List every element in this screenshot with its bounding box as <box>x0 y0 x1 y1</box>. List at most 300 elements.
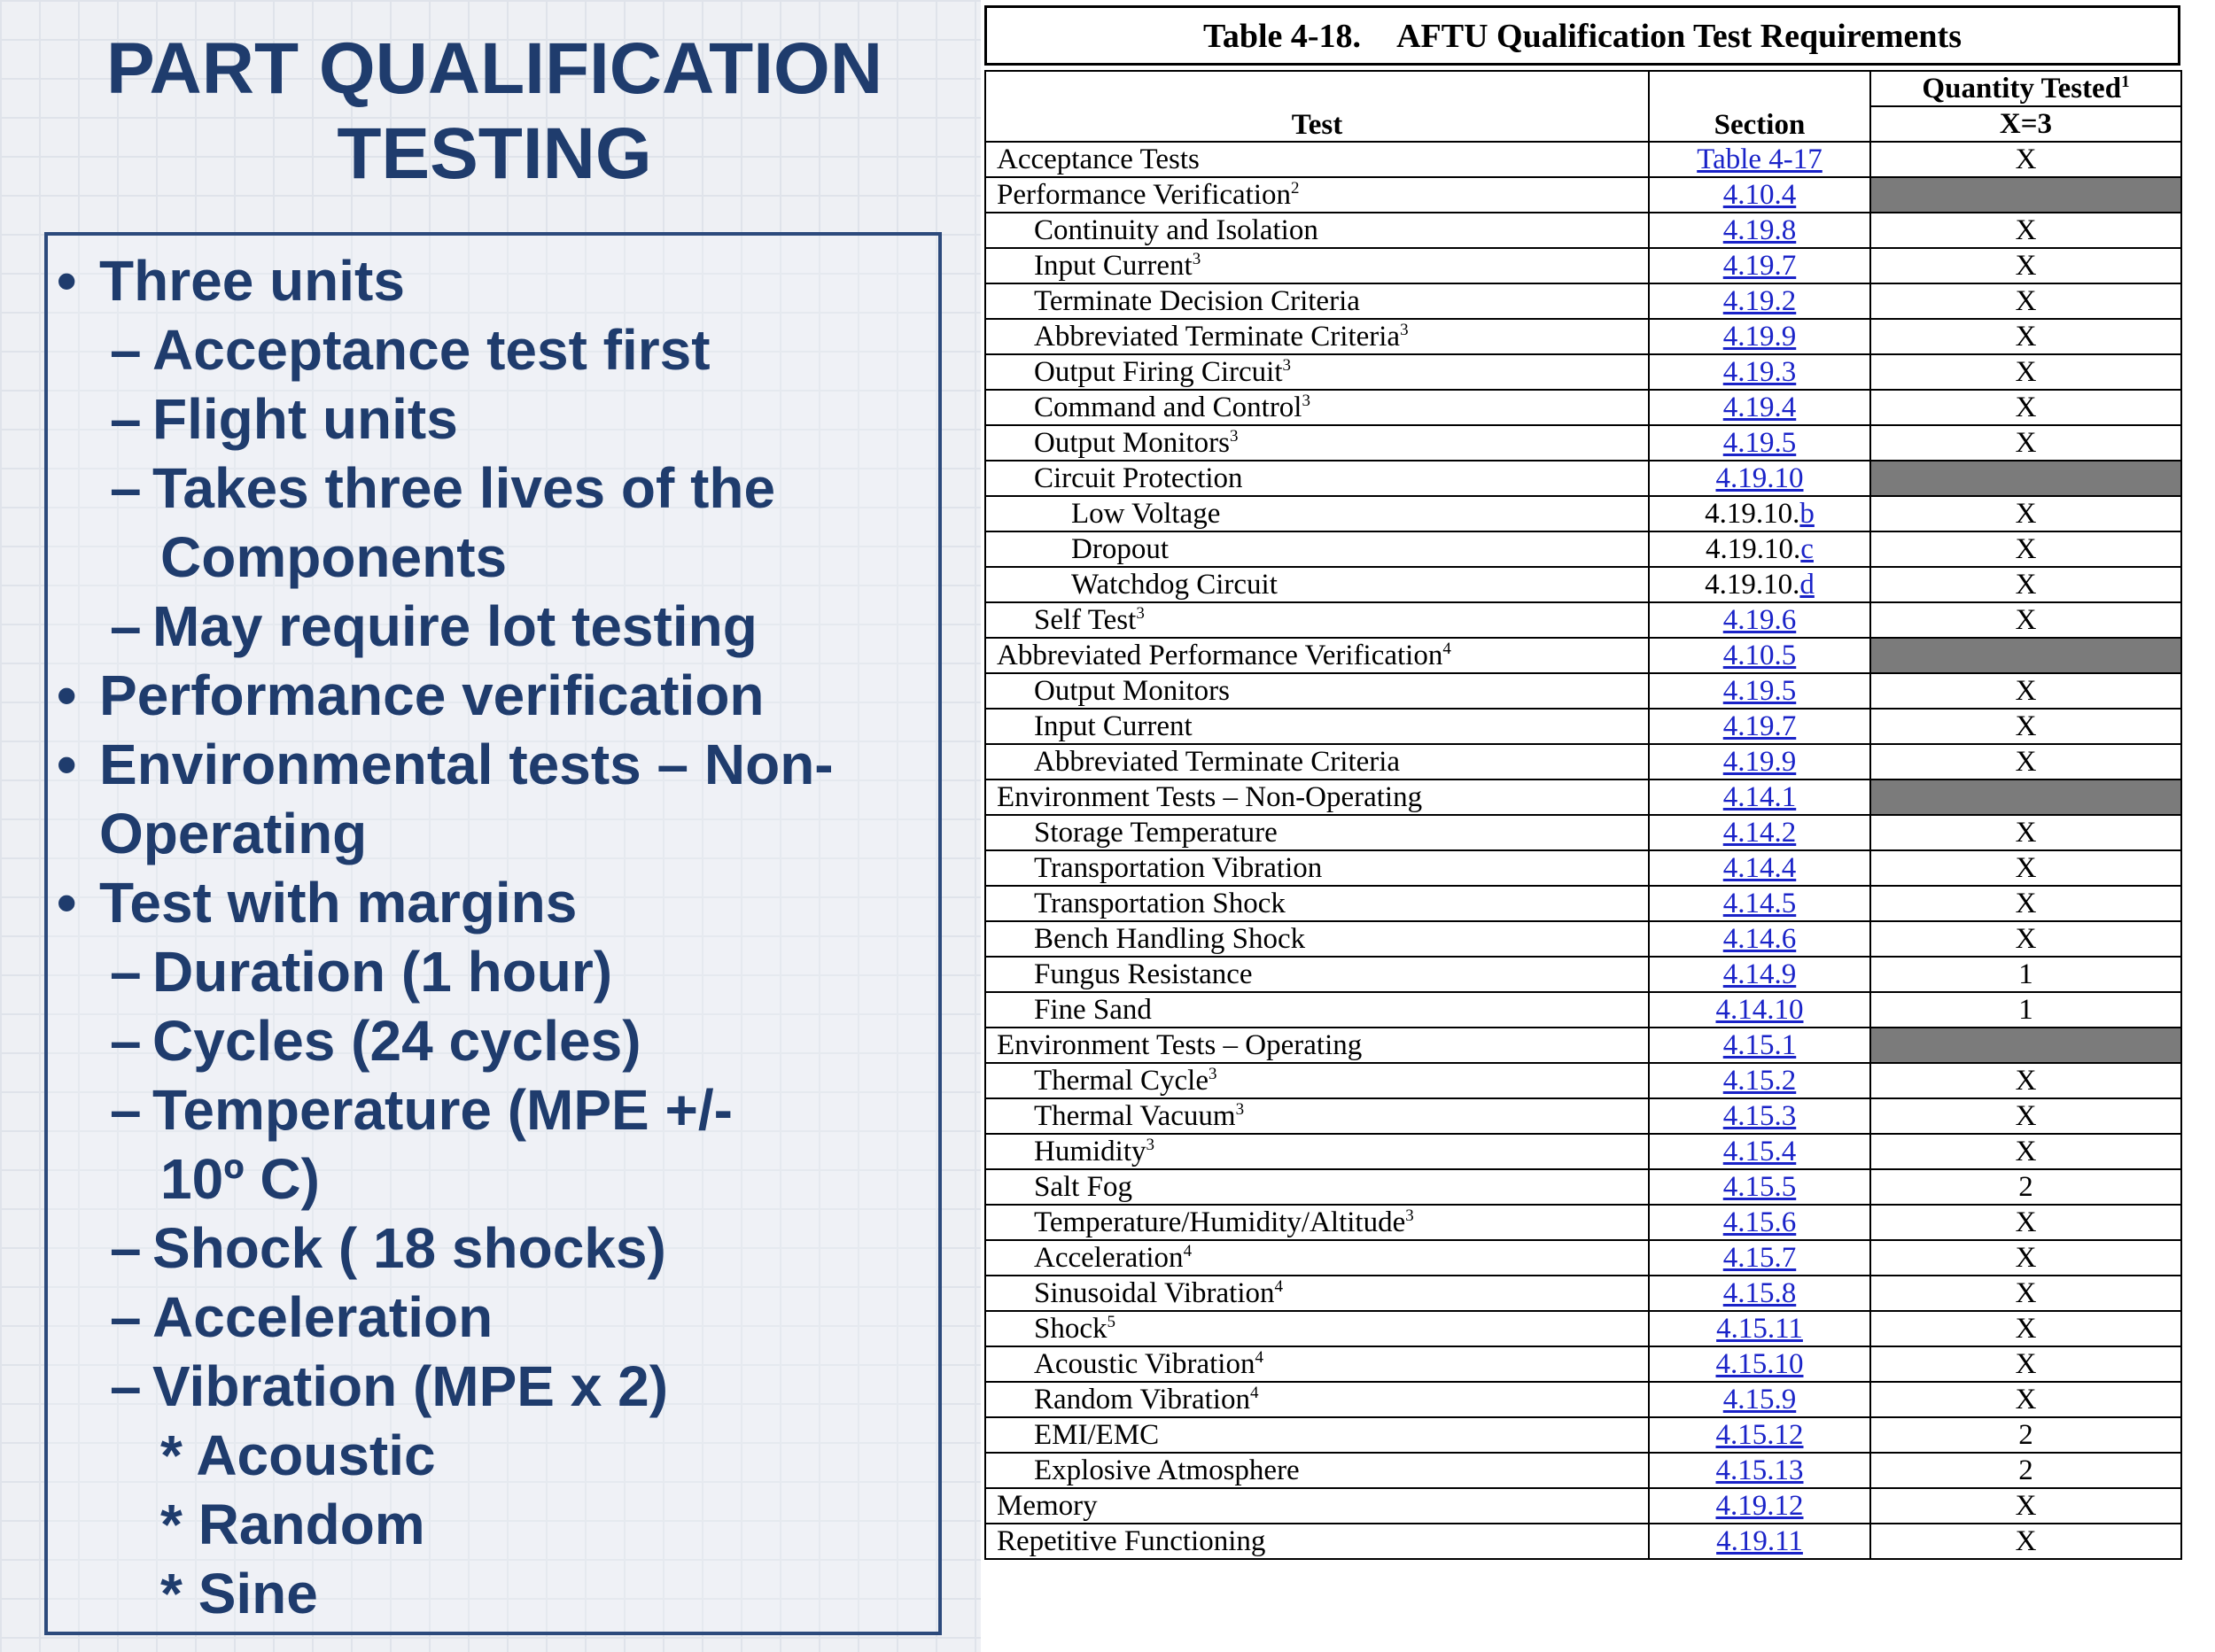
section-cell <box>1649 921 1870 957</box>
section-link[interactable]: 4.15.6 <box>1722 1206 1797 1238</box>
section-cell <box>1649 319 1870 354</box>
section-link[interactable]: c <box>1800 533 1814 565</box>
section-link[interactable]: 4.19.2 <box>1722 285 1797 317</box>
table-row <box>985 567 2181 602</box>
bullet-line <box>57 315 938 384</box>
quantity-cell: X <box>1870 283 2181 319</box>
bullet-text: Vibration (MPE x 2) <box>152 1354 669 1418</box>
quantity-cell: X <box>1870 886 2181 921</box>
section-link[interactable]: 4.19.7 <box>1722 710 1797 742</box>
test-name: Continuity and Isolation <box>1034 214 1318 246</box>
section-link[interactable]: 4.15.8 <box>1722 1277 1797 1309</box>
section-link[interactable]: 4.19.9 <box>1722 746 1797 778</box>
footnote-marker: 3 <box>1400 321 1409 339</box>
table-row <box>985 1098 2181 1134</box>
test-name: Acoustic Vibration <box>1034 1348 1255 1380</box>
bullet-line <box>57 868 938 937</box>
test-cell <box>985 319 1649 354</box>
footnote-marker: 3 <box>1209 1065 1217 1083</box>
section-cell <box>1649 1169 1870 1205</box>
test-name: Memory <box>997 1490 1098 1522</box>
table-row <box>985 921 2181 957</box>
shaded-cell <box>1870 1028 2181 1063</box>
test-cell <box>985 638 1649 673</box>
test-name: Fine Sand <box>1034 994 1152 1026</box>
test-name: Salt Fog <box>1034 1171 1132 1203</box>
bullet-line <box>57 1006 938 1075</box>
section-cell <box>1649 461 1870 496</box>
section-cell <box>1649 1205 1870 1240</box>
table-row <box>985 531 2181 567</box>
table-caption <box>984 5 2180 66</box>
bullet-text: Cycles (24 cycles) <box>152 1009 641 1073</box>
bullet-line <box>57 1352 938 1421</box>
test-name: Abbreviated Terminate Criteria <box>1034 321 1401 353</box>
bullet-dash-icon: – <box>110 1009 142 1073</box>
bullet-text: Acceptance test first <box>152 318 711 382</box>
bullet-dash-icon: – <box>110 1078 142 1142</box>
table-row <box>985 283 2181 319</box>
test-cell <box>985 1346 1649 1382</box>
quantity-cell: X <box>1870 567 2181 602</box>
section-cell <box>1649 1063 1870 1098</box>
section-link[interactable]: b <box>1799 498 1815 530</box>
section-cell <box>1649 1417 1870 1453</box>
quantity-cell: X <box>1870 142 2181 177</box>
quantity-cell: 1 <box>1870 957 2181 992</box>
test-cell <box>985 213 1649 248</box>
bullet-dash-icon: – <box>110 1216 142 1280</box>
quantity-cell: X <box>1870 673 2181 709</box>
quantity-cell: 2 <box>1870 1453 2181 1488</box>
quantity-cell: X <box>1870 390 2181 425</box>
bullet-line <box>57 1075 938 1144</box>
table-row <box>985 496 2181 531</box>
section-prefix: 4.19.10. <box>1705 569 1800 601</box>
test-cell <box>985 496 1649 531</box>
test-cell <box>985 283 1649 319</box>
test-cell <box>985 1524 1649 1559</box>
table-row <box>985 1028 2181 1063</box>
quantity-cell: X <box>1870 815 2181 850</box>
section-cell <box>1649 354 1870 390</box>
table-row <box>985 779 2181 815</box>
bullet-text: * Acoustic <box>160 1423 436 1487</box>
bullet-text: Temperature (MPE +/- <box>152 1078 733 1142</box>
section-cell <box>1649 1311 1870 1346</box>
section-cell <box>1649 496 1870 531</box>
quantity-cell: X <box>1870 709 2181 744</box>
test-name: Acceptance Tests <box>997 143 1200 175</box>
bullet-dash-icon: – <box>110 456 142 520</box>
section-link[interactable]: 4.14.6 <box>1722 923 1797 955</box>
section-prefix: 4.19.10. <box>1705 498 1800 530</box>
table-body <box>985 142 2181 1559</box>
table-caption-number: Table 4-18. <box>1202 18 1362 55</box>
section-link[interactable]: 4.15.5 <box>1722 1171 1797 1203</box>
quantity-cell: 2 <box>1870 1169 2181 1205</box>
slide-title-line-2: TESTING <box>337 113 652 194</box>
section-link[interactable]: 4.15.12 <box>1715 1419 1804 1451</box>
section-link[interactable]: 4.10.4 <box>1722 179 1797 211</box>
footnote-marker: 4 <box>1249 1384 1259 1402</box>
section-cell <box>1649 1453 1870 1488</box>
quantity-cell: X <box>1870 1098 2181 1134</box>
bullet-dash-icon: – <box>110 387 142 451</box>
section-prefix: 4.19.10. <box>1706 533 1801 565</box>
bullet-line <box>57 454 938 523</box>
test-name: Repetitive Functioning <box>997 1525 1266 1557</box>
header-test: Test <box>985 71 1649 142</box>
section-cell <box>1649 957 1870 992</box>
bullet-text: * Sine <box>160 1562 318 1625</box>
table-row <box>985 638 2181 673</box>
test-cell <box>985 709 1649 744</box>
quantity-cell: X <box>1870 1311 2181 1346</box>
test-name: Input Current <box>1034 250 1193 282</box>
test-cell <box>985 957 1649 992</box>
section-link[interactable]: 4.19.4 <box>1722 392 1797 423</box>
test-cell <box>985 1382 1649 1417</box>
test-cell <box>985 177 1649 213</box>
test-cell <box>985 1240 1649 1276</box>
header-x-definition: X=3 <box>1870 106 2181 142</box>
section-link[interactable]: 4.19.3 <box>1722 356 1797 388</box>
section-cell <box>1649 1028 1870 1063</box>
bullet-line <box>57 1144 938 1214</box>
quantity-cell: X <box>1870 1524 2181 1559</box>
test-name: Input Current <box>1034 710 1193 742</box>
test-name: Transportation Shock <box>1034 888 1286 919</box>
test-name: Thermal Cycle <box>1034 1065 1209 1097</box>
bullet-line <box>57 730 938 799</box>
bullet-text: Shock ( 18 shocks) <box>152 1216 666 1280</box>
shaded-cell <box>1870 779 2181 815</box>
test-name: Environment Tests – Operating <box>997 1029 1363 1061</box>
quantity-cell: X <box>1870 531 2181 567</box>
test-name: Terminate Decision Criteria <box>1034 285 1360 317</box>
test-name: Sinusoidal Vibration <box>1034 1277 1275 1309</box>
section-link[interactable]: 4.15.7 <box>1722 1242 1797 1274</box>
section-link[interactable]: 4.14.2 <box>1722 817 1797 849</box>
table-row <box>985 1382 2181 1417</box>
test-cell <box>985 673 1649 709</box>
shaded-cell <box>1870 461 2181 496</box>
test-cell <box>985 354 1649 390</box>
bullet-dash-icon: – <box>110 1354 142 1418</box>
table-row <box>985 992 2181 1028</box>
bullet-dot-icon: • <box>57 249 77 313</box>
table-row <box>985 1417 2181 1453</box>
quantity-cell: X <box>1870 1488 2181 1524</box>
section-cell <box>1649 213 1870 248</box>
section-link[interactable]: 4.19.12 <box>1715 1490 1804 1522</box>
section-cell <box>1649 1276 1870 1311</box>
test-cell <box>985 1169 1649 1205</box>
footnote-marker: 4 <box>1274 1277 1283 1296</box>
section-link[interactable]: 4.19.11 <box>1716 1525 1803 1557</box>
test-name: Temperature/Humidity/Altitude <box>1034 1206 1406 1238</box>
section-link[interactable]: 4.14.5 <box>1722 888 1797 919</box>
quantity-cell: X <box>1870 425 2181 461</box>
quantity-cell: X <box>1870 1240 2181 1276</box>
section-link[interactable]: 4.15.11 <box>1716 1313 1803 1345</box>
test-name: Humidity <box>1034 1136 1146 1167</box>
bullet-box <box>44 232 942 1635</box>
table-row <box>985 1240 2181 1276</box>
table-panel <box>981 0 2215 1652</box>
test-name: Dropout <box>1071 533 1169 565</box>
section-link[interactable]: 4.14.1 <box>1722 781 1797 813</box>
table-row <box>985 1276 2181 1311</box>
footnote-marker: 3 <box>1235 1100 1245 1119</box>
bullet-text: * Random <box>160 1493 425 1556</box>
test-cell <box>985 390 1649 425</box>
header-quantity-label: Quantity Tested <box>1922 73 2122 105</box>
section-link[interactable]: d <box>1799 569 1815 601</box>
bullet-dash-icon: – <box>110 940 142 1004</box>
bullet-text: May require lot testing <box>152 594 758 658</box>
footnote-marker: 3 <box>1302 392 1310 410</box>
quantity-cell: X <box>1870 1134 2181 1169</box>
table-row <box>985 1524 2181 1559</box>
test-name: Command and Control <box>1034 392 1302 423</box>
bullet-text: Acceleration <box>152 1285 494 1349</box>
test-cell <box>985 815 1649 850</box>
table-caption-title: AFTU Qualification Test Requirements <box>1396 18 1962 55</box>
table-row <box>985 709 2181 744</box>
table-row <box>985 1169 2181 1205</box>
test-name: Random Vibration <box>1034 1384 1250 1415</box>
test-cell <box>985 850 1649 886</box>
table-row <box>985 142 2181 177</box>
table-row <box>985 673 2181 709</box>
test-name: Performance Verification <box>997 179 1291 211</box>
test-name: Transportation Vibration <box>1034 852 1323 884</box>
bullet-text: Operating <box>99 802 368 865</box>
test-name: Output Firing Circuit <box>1034 356 1283 388</box>
section-link[interactable]: 4.15.1 <box>1722 1029 1797 1061</box>
section-cell <box>1649 567 1870 602</box>
test-name: EMI/EMC <box>1034 1419 1160 1451</box>
test-name: Circuit Protection <box>1034 462 1243 494</box>
bullet-line <box>57 1283 938 1352</box>
quantity-cell: X <box>1870 921 2181 957</box>
test-cell <box>985 602 1649 638</box>
quantity-cell: X <box>1870 850 2181 886</box>
section-cell <box>1649 142 1870 177</box>
bullet-dot-icon: • <box>57 871 77 935</box>
table-row <box>985 602 2181 638</box>
table-row <box>985 1205 2181 1240</box>
bullet-list <box>57 246 938 1628</box>
test-cell <box>985 1063 1649 1098</box>
test-cell <box>985 567 1649 602</box>
section-link[interactable]: 4.19.5 <box>1722 427 1797 459</box>
bullet-line <box>57 523 938 592</box>
quantity-cell: 1 <box>1870 992 2181 1028</box>
test-name: Bench Handling Shock <box>1034 923 1306 955</box>
bullet-text: Takes three lives of the <box>152 456 776 520</box>
section-link[interactable]: 4.14.9 <box>1722 958 1797 990</box>
bullet-text: Components <box>160 525 508 589</box>
section-link[interactable]: 4.19.7 <box>1722 250 1797 282</box>
footnote-marker: 3 <box>1282 356 1291 375</box>
table-row <box>985 213 2181 248</box>
section-link[interactable]: 4.15.4 <box>1722 1136 1797 1167</box>
section-link[interactable]: 4.15.9 <box>1722 1384 1797 1415</box>
bullet-line <box>57 246 938 315</box>
test-cell <box>985 1453 1649 1488</box>
section-link[interactable]: 4.15.10 <box>1715 1348 1804 1380</box>
test-name: Watchdog Circuit <box>1071 569 1278 601</box>
test-cell <box>985 142 1649 177</box>
quantity-cell: 2 <box>1870 1417 2181 1453</box>
test-cell <box>985 1311 1649 1346</box>
bullet-text: Test with margins <box>99 871 578 935</box>
test-cell <box>985 425 1649 461</box>
section-cell <box>1649 177 1870 213</box>
footnote-marker: 5 <box>1107 1313 1115 1331</box>
section-cell <box>1649 744 1870 779</box>
test-cell <box>985 886 1649 921</box>
bullet-dash-icon: – <box>110 318 142 382</box>
bullet-text: Duration (1 hour) <box>152 940 613 1004</box>
section-cell <box>1649 1346 1870 1382</box>
section-cell <box>1649 992 1870 1028</box>
footnote-marker: 3 <box>1229 427 1239 446</box>
bullet-dash-icon: – <box>110 1285 142 1349</box>
bullet-text: Three units <box>99 249 405 313</box>
test-cell <box>985 1276 1649 1311</box>
test-cell <box>985 992 1649 1028</box>
shaded-cell <box>1870 638 2181 673</box>
footnote-marker: 3 <box>1146 1136 1155 1154</box>
bullet-line <box>57 1214 938 1283</box>
quantity-cell: X <box>1870 1063 2181 1098</box>
section-cell <box>1649 779 1870 815</box>
test-cell <box>985 779 1649 815</box>
bullet-line <box>57 1559 938 1628</box>
bullet-text: Performance verification <box>99 663 765 727</box>
test-name: Abbreviated Performance Verification <box>997 640 1443 671</box>
section-cell <box>1649 1240 1870 1276</box>
section-cell <box>1649 390 1870 425</box>
section-cell <box>1649 1134 1870 1169</box>
section-link[interactable]: 4.14.4 <box>1722 852 1797 884</box>
test-name: Self Test <box>1034 604 1137 636</box>
quantity-cell: X <box>1870 319 2181 354</box>
section-cell <box>1649 531 1870 567</box>
table-row <box>985 248 2181 283</box>
table-row <box>985 1453 2181 1488</box>
bullet-text: Environmental tests – Non- <box>99 733 834 796</box>
section-link[interactable]: 4.10.5 <box>1722 640 1797 671</box>
test-name: Output Monitors <box>1034 427 1230 459</box>
quantity-cell: X <box>1870 248 2181 283</box>
test-name: Thermal Vacuum <box>1034 1100 1236 1132</box>
footnote-marker: 4 <box>1442 640 1451 658</box>
footnote-marker: 4 <box>1255 1348 1263 1367</box>
header-section: Section <box>1649 71 1870 142</box>
section-cell <box>1649 673 1870 709</box>
section-cell <box>1649 638 1870 673</box>
test-name: Low Voltage <box>1071 498 1221 530</box>
table-row <box>985 1134 2181 1169</box>
bullet-line <box>57 1421 938 1490</box>
section-link[interactable]: Table 4-17 <box>1697 143 1823 175</box>
quantity-cell: X <box>1870 602 2181 638</box>
section-cell <box>1649 1382 1870 1417</box>
section-cell <box>1649 283 1870 319</box>
quantity-cell: X <box>1870 1346 2181 1382</box>
test-cell <box>985 1134 1649 1169</box>
quantity-cell: X <box>1870 744 2181 779</box>
quantity-cell: X <box>1870 1205 2181 1240</box>
section-link[interactable]: 4.15.2 <box>1722 1065 1797 1097</box>
footnote-marker: 3 <box>1136 604 1145 623</box>
footnote-marker: 4 <box>1183 1242 1193 1260</box>
section-cell <box>1649 248 1870 283</box>
section-link[interactable]: 4.19.8 <box>1722 214 1797 246</box>
section-link[interactable]: 4.19.10 <box>1715 462 1804 494</box>
table-row <box>985 850 2181 886</box>
bullet-text: 10º C) <box>160 1147 320 1211</box>
table-row <box>985 1346 2181 1382</box>
test-name: Output Monitors <box>1034 675 1230 707</box>
section-link[interactable]: 4.15.13 <box>1715 1454 1804 1486</box>
test-cell <box>985 531 1649 567</box>
table-row <box>985 354 2181 390</box>
section-link[interactable]: 4.14.10 <box>1715 994 1804 1026</box>
slide-title-line-1: PART QUALIFICATION <box>105 28 883 109</box>
test-name: Environment Tests – Non-Operating <box>997 781 1423 813</box>
section-cell <box>1649 886 1870 921</box>
table-row <box>985 1063 2181 1098</box>
bullet-line <box>57 1490 938 1559</box>
footnote-marker: 3 <box>1405 1206 1414 1225</box>
header-quantity-note: 1 <box>2121 73 2130 91</box>
quantity-cell: X <box>1870 496 2181 531</box>
section-cell <box>1649 850 1870 886</box>
section-link[interactable]: 4.19.6 <box>1722 604 1797 636</box>
test-cell <box>985 1098 1649 1134</box>
bullet-line <box>57 799 938 868</box>
test-cell <box>985 744 1649 779</box>
section-link[interactable]: 4.19.9 <box>1722 321 1797 353</box>
table-row <box>985 390 2181 425</box>
test-cell <box>985 248 1649 283</box>
section-cell <box>1649 709 1870 744</box>
test-cell <box>985 1205 1649 1240</box>
bullet-line <box>57 937 938 1006</box>
shaded-cell <box>1870 177 2181 213</box>
section-cell <box>1649 1488 1870 1524</box>
section-cell <box>1649 602 1870 638</box>
section-link[interactable]: 4.19.5 <box>1722 675 1797 707</box>
section-link[interactable]: 4.15.3 <box>1722 1100 1797 1132</box>
slide-title <box>43 27 946 197</box>
section-cell <box>1649 425 1870 461</box>
test-cell <box>985 921 1649 957</box>
test-name: Acceleration <box>1034 1242 1184 1274</box>
table-row <box>985 1311 2181 1346</box>
bullet-line <box>57 384 938 454</box>
test-name: Shock <box>1034 1313 1108 1345</box>
test-cell <box>985 461 1649 496</box>
footnote-marker: 2 <box>1291 179 1300 198</box>
bullet-dot-icon: • <box>57 733 77 796</box>
